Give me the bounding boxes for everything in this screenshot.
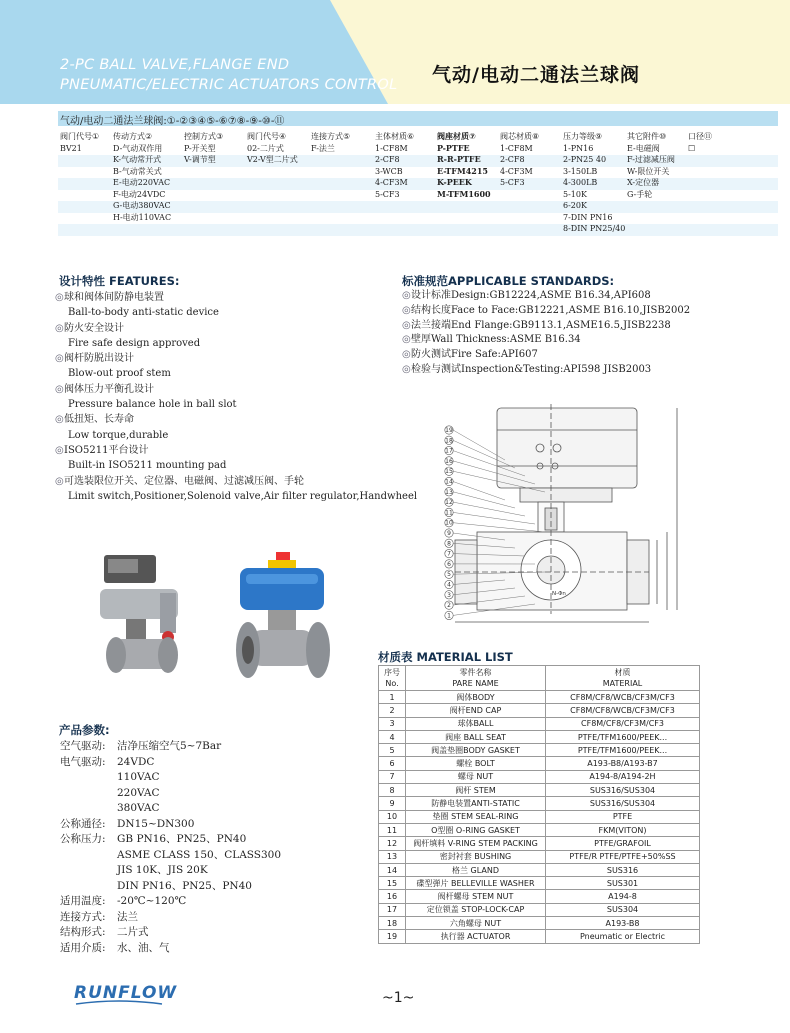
order-code-column xyxy=(437,131,491,200)
order-code-header: 阀门代号④ xyxy=(247,132,287,141)
order-code-header: 传动方式② xyxy=(113,132,153,141)
material-value: Pneumatic or Electric xyxy=(546,930,700,943)
page-number: ~1~ xyxy=(382,990,415,1006)
callout-number: 15 xyxy=(445,468,453,476)
param-label: 适用介质: xyxy=(60,941,106,954)
material-no: 4 xyxy=(379,730,406,743)
order-code-column xyxy=(627,131,675,200)
material-no: 1 xyxy=(379,691,406,704)
param-row xyxy=(60,879,281,895)
order-code-item: E-TFM4215 xyxy=(437,165,488,176)
param-label xyxy=(60,848,117,864)
order-code-item: 7-DIN PN16 xyxy=(563,212,613,222)
order-code-item: F-法兰 xyxy=(311,143,335,153)
order-code-item: K-气动常开式 xyxy=(113,155,162,164)
material-no: 9 xyxy=(379,797,406,810)
order-code-item: P-PTFE xyxy=(437,142,470,153)
param-row xyxy=(60,770,281,786)
material-value: PTFE/TFM1600/PEEK... xyxy=(546,730,700,743)
params-list xyxy=(60,739,281,956)
bullet-icon: ◎ xyxy=(55,383,64,395)
material-part: 螺栓 BOLT xyxy=(406,757,546,770)
param-label: 公称压力: xyxy=(60,833,106,845)
material-row xyxy=(379,917,700,930)
order-code-item: D-气动双作用 xyxy=(113,143,163,153)
material-part: 垫圈 STEM SEAL-RING xyxy=(406,810,546,823)
bullet-icon: ◎ xyxy=(402,363,411,375)
callout-number: 18 xyxy=(445,437,453,445)
material-no: 6 xyxy=(379,757,406,770)
callout-number: 2 xyxy=(447,602,451,610)
order-code-item: P-开关型 xyxy=(184,143,216,153)
standard-item: ◎结构长度Face to Face:GB12221,ASME B16.10,JISB2002 xyxy=(402,304,690,319)
order-code-item: 4-CF3M xyxy=(375,178,408,187)
param-row xyxy=(60,925,281,941)
order-code-item: 3-150LB xyxy=(563,166,598,176)
feature-en: Limit switch,Positioner,Solenoid valve,Air filter regulator,Handwheel xyxy=(68,490,418,502)
title-zh: 气动/电动二通法兰球阀 xyxy=(432,64,640,86)
order-code-item: 1-PN16 xyxy=(563,143,594,153)
feature-en: Pressure balance hole in ball slot xyxy=(68,399,237,411)
param-value: DIN PN16、PN25、PN40 xyxy=(117,879,252,892)
material-no: 8 xyxy=(379,784,406,797)
material-row xyxy=(379,877,700,890)
material-no: 13 xyxy=(379,850,406,863)
dim-label: N-Φn xyxy=(552,591,566,597)
material-part: 碟型弹片 BELLEVILLE WASHER xyxy=(406,877,546,890)
param-label xyxy=(60,770,117,786)
material-row xyxy=(379,691,700,704)
order-code-item: B-气动常关式 xyxy=(113,166,162,176)
order-code-header: 其它附件⑩ xyxy=(627,132,667,141)
material-row xyxy=(379,704,700,717)
param-label: 空气驱动: xyxy=(60,740,106,752)
material-part: 阀座 BALL SEAT xyxy=(406,730,546,743)
order-code-column xyxy=(184,131,223,166)
order-code-header: 压力等级⑨ xyxy=(563,132,603,141)
param-row xyxy=(60,832,281,848)
param-value: ASME CLASS 150、CLASS300 xyxy=(117,848,282,861)
material-row xyxy=(379,730,700,743)
param-value: 二片式 xyxy=(117,926,149,938)
material-no: 12 xyxy=(379,837,406,850)
order-code-item: 3-WCB xyxy=(375,166,403,176)
bullet-icon: ◎ xyxy=(55,414,64,426)
col-part-zh: 零件名称 xyxy=(459,668,492,677)
param-label: 公称通径: xyxy=(60,817,106,830)
order-code-item: 02-二片式 xyxy=(247,143,284,153)
param-value: 24VDC xyxy=(117,755,155,768)
param-value: -20℃~120℃ xyxy=(117,895,187,907)
order-code-column xyxy=(688,131,712,154)
callout-number: 3 xyxy=(447,591,451,599)
material-value: SUS304 xyxy=(546,903,700,916)
order-code-item: 5-CF3 xyxy=(500,178,525,187)
material-no: 19 xyxy=(379,930,406,943)
order-code-item: H-电动110VAC xyxy=(113,212,172,222)
callout-number: 19 xyxy=(445,427,453,434)
order-code-header: 口径⑪ xyxy=(688,132,712,141)
material-table xyxy=(378,665,700,944)
material-part: 阀杆填料 V-RING STEM PACKING xyxy=(406,837,546,850)
material-part: 阀杆END CAP xyxy=(406,704,546,717)
material-value: PTFE/R PTFE/PTFE+50%SS xyxy=(546,850,700,863)
order-code-item: 5-10K xyxy=(563,189,587,199)
material-part: 阀杆螺母 STEM NUT xyxy=(406,890,546,903)
feature-zh: ◎球和阀体间防静电装置 xyxy=(55,290,417,305)
order-code-item: 4-CF3M xyxy=(500,166,533,176)
standard-item: ◎法兰接端End Flange:GB9113.1,ASME16.5,JISB2238 xyxy=(402,319,690,334)
pneumatic-valve-photo xyxy=(98,553,186,681)
material-value: CF8M/CF8/CF3M/CF3 xyxy=(546,717,700,730)
feature-en: Fire safe design approved xyxy=(68,337,201,349)
feature-en: Ball-to-body anti-static device xyxy=(68,307,219,319)
material-part: 阀体BODY xyxy=(406,691,546,704)
standards-list xyxy=(402,289,690,378)
order-code-header: 控制方式③ xyxy=(184,132,224,141)
material-heading: 材质表 MATERIAL LIST xyxy=(378,650,513,664)
standard-item: ◎检验与测试Inspection&Testing:API598 JISB2003 xyxy=(402,363,690,378)
material-value: CF8M/CF8/WCB/CF3M/CF3 xyxy=(546,704,700,717)
material-part: 格兰 GLAND xyxy=(406,863,546,876)
material-row xyxy=(379,863,700,876)
bullet-icon: ◎ xyxy=(402,319,411,331)
material-no: 16 xyxy=(379,890,406,903)
standard-item: ◎防火测试Fire Safe:API607 xyxy=(402,348,690,363)
title-en-line2: PNEUMATIC/ELECTRIC ACTUATORS CONTROL xyxy=(60,77,398,93)
material-part: 阀盖垫圈BODY GASKET xyxy=(406,744,546,757)
order-code-title: 气动/电动二通法兰球阀:①-②③④⑤-⑥⑦⑧-⑨-⑩-⑪ xyxy=(60,116,285,127)
param-value: 洁净压缩空气5~7Bar xyxy=(117,740,222,752)
feature-zh: ◎可选装限位开关、定位器、电磁阀、过滤减压阀、手轮 xyxy=(55,474,417,489)
material-no: 3 xyxy=(379,717,406,730)
order-code-header: 连接方式⑤ xyxy=(311,132,351,141)
param-value: 水、油、气 xyxy=(117,941,170,954)
order-code-item: 1-CF8M xyxy=(375,143,408,153)
feature-zh: ◎防火安全设计 xyxy=(55,321,417,336)
bullet-icon: ◎ xyxy=(402,290,411,301)
bullet-icon: ◎ xyxy=(55,475,64,487)
bullet-icon: ◎ xyxy=(55,292,64,303)
bullet-icon: ◎ xyxy=(55,322,64,334)
callout-number: 17 xyxy=(445,447,453,455)
order-code-item: 6-20K xyxy=(563,201,587,210)
material-no: 5 xyxy=(379,744,406,757)
material-no: 11 xyxy=(379,823,406,836)
param-label xyxy=(60,786,117,802)
order-code-item: 1-CF8M xyxy=(500,143,533,153)
param-row xyxy=(60,739,281,755)
param-row xyxy=(60,941,281,957)
callout-number: 9 xyxy=(447,530,451,537)
param-row xyxy=(60,817,281,833)
title-en-line1: 2-PC BALL VALVE,FLANGE END xyxy=(60,57,290,73)
material-row xyxy=(379,744,700,757)
order-code-item: F-过滤减压阀 xyxy=(627,155,675,164)
callout-number: 16 xyxy=(445,457,453,465)
order-code-item: 8-DIN PN25/40 xyxy=(563,224,626,233)
bullet-icon: ◎ xyxy=(55,444,64,456)
material-row xyxy=(379,784,700,797)
runflow-logo: RUNFLOW xyxy=(74,983,178,1003)
col-no-zh: 序号 xyxy=(384,668,400,677)
param-row xyxy=(60,801,281,817)
order-code-item: G-电动380VAC xyxy=(113,201,171,210)
material-value: A193-B8 xyxy=(546,917,700,930)
material-value: SUS316 xyxy=(546,863,700,876)
order-code-column xyxy=(113,131,171,223)
param-row xyxy=(60,894,281,910)
material-no: 18 xyxy=(379,917,406,930)
order-code-header: 阀座材质⑦ xyxy=(437,132,476,141)
material-no: 15 xyxy=(379,877,406,890)
callout-number: 11 xyxy=(445,509,453,517)
param-value: 220VAC xyxy=(117,786,160,799)
order-code-item: F-电动24VDC xyxy=(113,189,166,199)
params-heading: 产品参数: xyxy=(59,723,110,737)
material-value: A194-8/A194-2H xyxy=(546,770,700,783)
material-header-row xyxy=(379,666,700,691)
col-part-en: PARE NAME xyxy=(452,679,499,688)
order-code-item: X-定位器 xyxy=(627,178,660,187)
callout-number: 6 xyxy=(447,560,451,568)
order-code-column xyxy=(375,131,414,200)
material-row xyxy=(379,837,700,850)
order-code-item: 4-300LB xyxy=(563,178,598,187)
param-label: 适用温度: xyxy=(60,895,106,907)
material-row xyxy=(379,797,700,810)
order-code-item: W-限位开关 xyxy=(627,166,670,176)
col-part-header xyxy=(406,666,546,691)
col-mat-en: MATERIAL xyxy=(602,679,643,688)
param-value: 法兰 xyxy=(117,910,138,923)
param-value: GB PN16、PN25、PN40 xyxy=(117,833,247,845)
material-part: 六角螺母 NUT xyxy=(406,917,546,930)
material-part: 定位锁盖 STOP-LOCK-CAP xyxy=(406,903,546,916)
order-code-item: V-调节型 xyxy=(184,155,216,164)
callout-number: 13 xyxy=(445,488,453,496)
order-code-column xyxy=(500,131,539,189)
material-row xyxy=(379,850,700,863)
order-code-item: G-手轮 xyxy=(627,189,653,199)
material-value: SUS316/SUS304 xyxy=(546,797,700,810)
param-label: 结构形式: xyxy=(60,926,106,938)
param-label: 电气驱动: xyxy=(60,755,106,768)
col-mat-zh: 材质 xyxy=(614,668,631,677)
material-value: PTFE/GRAFOIL xyxy=(546,837,700,850)
order-code-header: 主体材质⑥ xyxy=(375,132,415,141)
bullet-icon: ◎ xyxy=(402,334,411,346)
material-no: 2 xyxy=(379,704,406,717)
electric-valve-photo xyxy=(232,550,332,685)
material-row xyxy=(379,770,700,783)
feature-zh: ◎阀体压力平衡孔设计 xyxy=(55,382,417,397)
col-no-header xyxy=(379,666,406,691)
material-row xyxy=(379,717,700,730)
standards-heading: 标准规范APPLICABLE STANDARDS: xyxy=(402,274,615,288)
material-part: O型圈 O-RING GASKET xyxy=(406,823,546,836)
param-row xyxy=(60,755,281,771)
order-code-item: 2-CF8 xyxy=(500,155,525,164)
order-code-item: BV21 xyxy=(60,143,82,153)
callout-leader xyxy=(453,512,535,524)
col-no-en: No. xyxy=(385,679,399,688)
material-part: 阀杆 STEM xyxy=(406,784,546,797)
callout-leader xyxy=(453,492,515,508)
order-code-item: ☐ xyxy=(688,143,696,153)
param-label xyxy=(60,801,117,817)
material-value: SUS316/SUS304 xyxy=(546,784,700,797)
callout-number: 4 xyxy=(447,581,451,589)
callout-number: 1 xyxy=(447,612,451,620)
material-row xyxy=(379,823,700,836)
param-row xyxy=(60,910,281,926)
material-row xyxy=(379,810,700,823)
material-part: 球体BALL xyxy=(406,717,546,730)
material-row xyxy=(379,930,700,943)
material-no: 14 xyxy=(379,863,406,876)
standard-item: ◎壁厚Wall Thickness:ASME B16.34 xyxy=(402,333,690,348)
param-label: 连接方式: xyxy=(60,910,106,923)
callout-number: 8 xyxy=(447,540,451,548)
header-right-band xyxy=(330,0,790,104)
material-part: 执行器 ACTUATOR xyxy=(406,930,546,943)
callout-leader xyxy=(453,523,545,532)
order-code-item: K-PEEK xyxy=(437,177,472,187)
material-value: FKM(VITON) xyxy=(546,823,700,836)
feature-en: Low torque,durable xyxy=(68,429,169,441)
order-code-item: E-电动220VAC xyxy=(113,178,171,187)
order-code-header: 阀芯材质⑧ xyxy=(500,132,540,141)
order-code-header: 阀门代号① xyxy=(60,132,100,141)
material-row xyxy=(379,757,700,770)
features-heading: 设计特性 FEATURES: xyxy=(59,274,180,288)
material-value: PTFE xyxy=(546,810,700,823)
param-row xyxy=(60,786,281,802)
order-code-item: R-R-PTFE xyxy=(437,154,481,164)
param-label xyxy=(60,863,117,879)
bullet-icon: ◎ xyxy=(55,353,64,365)
order-code-column xyxy=(563,131,625,235)
feature-zh: ◎阀杆防脱出设计 xyxy=(55,351,417,366)
material-value: A194-8 xyxy=(546,890,700,903)
order-code-item: V2-V型二片式 xyxy=(247,155,298,164)
callout-number: 5 xyxy=(447,571,451,579)
param-value: DN15~DN300 xyxy=(117,817,195,830)
material-value: CF8M/CF8/WCB/CF3M/CF3 xyxy=(546,691,700,704)
order-code-item: M-TFM1600 xyxy=(437,188,491,199)
order-code-item: 5-CF3 xyxy=(375,189,400,199)
callout-number: 10 xyxy=(445,519,453,527)
bullet-icon: ◎ xyxy=(402,304,411,316)
param-value: 110VAC xyxy=(117,771,160,783)
material-value: SUS301 xyxy=(546,877,700,890)
material-row xyxy=(379,903,700,916)
param-label xyxy=(60,879,117,895)
order-code-item: 2-PN25 40 xyxy=(563,155,607,164)
feature-en: Blow-out proof stem xyxy=(68,368,171,380)
callout-number: 14 xyxy=(445,478,453,486)
material-part: 密封衬套 BUSHING xyxy=(406,850,546,863)
order-code-item: 2-CF8 xyxy=(375,155,400,164)
standard-item: ◎设计标准Design:GB12224,ASME B16.34,API608 xyxy=(402,289,690,304)
param-value: JIS 10K、JIS 20K xyxy=(117,864,208,876)
material-no: 17 xyxy=(379,903,406,916)
order-code-item: E-电磁阀 xyxy=(627,143,660,153)
material-part: 螺母 NUT xyxy=(406,770,546,783)
param-value: 380VAC xyxy=(117,802,160,814)
material-value: A193-B8/A193-B7 xyxy=(546,757,700,770)
order-code-column xyxy=(60,131,99,154)
param-row xyxy=(60,863,281,879)
feature-en: Built-in ISO5211 mounting pad xyxy=(68,460,227,472)
feature-zh: ◎低扭矩、长寿命 xyxy=(55,412,417,427)
material-row xyxy=(379,890,700,903)
bullet-icon: ◎ xyxy=(402,349,411,361)
material-value: PTFE/TFM1600/PEEK... xyxy=(546,744,700,757)
logo-swoosh xyxy=(74,998,164,1008)
valve-section-drawing xyxy=(435,400,690,638)
callout-number: 7 xyxy=(447,550,451,558)
material-part: 防静电装置ANTI-STATIC xyxy=(406,797,546,810)
order-code-column xyxy=(247,131,298,166)
order-code-column xyxy=(311,131,350,154)
stripe xyxy=(58,224,778,236)
material-no: 7 xyxy=(379,770,406,783)
param-row xyxy=(60,848,281,864)
material-no: 10 xyxy=(379,810,406,823)
feature-zh: ◎ISO5211平台设计 xyxy=(55,443,417,458)
features-list xyxy=(55,290,417,504)
col-mat-header xyxy=(546,666,700,691)
callout-number: 12 xyxy=(445,499,453,507)
